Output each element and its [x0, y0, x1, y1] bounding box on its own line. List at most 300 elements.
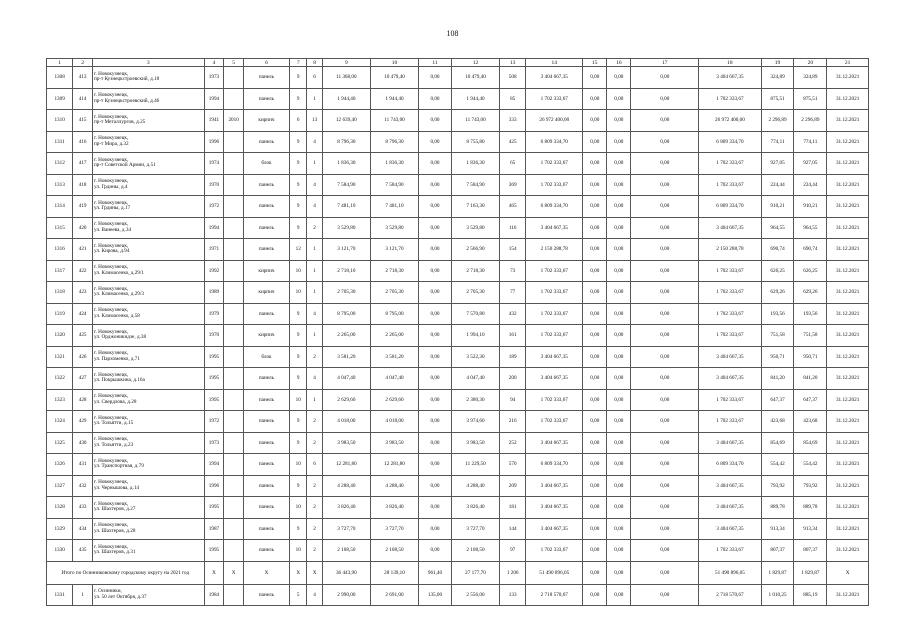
- table-cell: 1974: [204, 153, 224, 175]
- table-cell: 0,00: [583, 153, 607, 175]
- table-cell: 0,00: [583, 196, 607, 218]
- table-cell: 1321: [47, 346, 73, 368]
- table-cell: 1: [307, 153, 322, 175]
- table-cell: 4 288,40: [451, 475, 499, 497]
- table-cell: 885,19: [794, 584, 827, 606]
- table-cell: 414: [73, 88, 93, 110]
- table-cell: 31.12.2021: [827, 260, 869, 282]
- table-cell: 6: [307, 454, 322, 476]
- table-cell: 9: [289, 475, 307, 497]
- table-cell: 2 108,50: [370, 540, 418, 562]
- table-cell: 1995: [204, 368, 224, 390]
- table-cell: 3 121,70: [370, 239, 418, 261]
- table-cell: 0,00: [607, 303, 631, 325]
- table-cell: 626,25: [761, 260, 794, 282]
- table-cell: 0,00: [631, 110, 699, 132]
- table-cell: 2 265,00: [370, 325, 418, 347]
- table-cell: 2 629,60: [322, 389, 370, 411]
- table-cell: 1 944,40: [370, 88, 418, 110]
- total-cell: X: [204, 561, 224, 584]
- table-cell: 4: [307, 303, 322, 325]
- table-cell: 2 556,00: [451, 584, 499, 606]
- table-cell: 2 265,00: [322, 325, 370, 347]
- table-cell: 181: [500, 497, 526, 519]
- table-cell: 4 047,40: [322, 368, 370, 390]
- table-cell: 0,00: [607, 131, 631, 153]
- table-row: [47, 325, 869, 347]
- table-cell: 31.12.2021: [827, 368, 869, 390]
- table-cell: 418: [73, 174, 93, 196]
- table-row: [47, 411, 869, 433]
- table-cell: 1: [307, 260, 322, 282]
- table-cell: 0,00: [583, 432, 607, 454]
- address-cell: г. Новокузнецк, ул. Орджоникидзе, д.38: [92, 325, 204, 347]
- total-label: Итого по Осинниковскому городскому округу на 2021 год: [47, 561, 205, 584]
- table-cell: 2 691,00: [370, 584, 418, 606]
- table-cell: 10: [289, 454, 307, 476]
- table-cell: 0,00: [583, 518, 607, 540]
- table-cell: [224, 303, 244, 325]
- table-cell: 0,00: [583, 475, 607, 497]
- table-cell: [224, 432, 244, 454]
- table-cell: [224, 239, 244, 261]
- table-cell: 0,00: [631, 239, 699, 261]
- total-cell: 0,00: [583, 561, 607, 584]
- address-cell: г. Новокузнецк, ул. Климасенко, д.29/3: [92, 282, 204, 304]
- table-cell: 1 836,30: [451, 153, 499, 175]
- table-row: [47, 174, 869, 196]
- table-cell: 2 718,10: [322, 260, 370, 282]
- total-cell: X: [289, 561, 307, 584]
- table-cell: 4: [307, 584, 322, 606]
- column-number-cell: 17: [631, 59, 699, 67]
- table-row: [47, 196, 869, 218]
- table-cell: 11 743,00: [451, 110, 499, 132]
- table-cell: панель: [243, 389, 289, 411]
- table-cell: 11 743,00: [370, 110, 418, 132]
- table-cell: 4: [307, 131, 322, 153]
- table-row: [47, 282, 869, 304]
- table-cell: 9: [289, 432, 307, 454]
- column-number-cell: 3: [92, 59, 204, 67]
- table-cell: 252: [500, 432, 526, 454]
- table-cell: 6 809 334,70: [699, 131, 761, 153]
- column-number-cell: 10: [370, 59, 418, 67]
- table-cell: 7 584,90: [322, 174, 370, 196]
- table-cell: 3 529,80: [451, 217, 499, 239]
- table-cell: 324,89: [761, 67, 794, 89]
- table-cell: 26 972 400,00: [699, 110, 761, 132]
- table-cell: 427: [73, 368, 93, 390]
- table-cell: 1 836,30: [322, 153, 370, 175]
- table-cell: 13: [307, 110, 322, 132]
- table-cell: 1995: [204, 389, 224, 411]
- table-cell: 2 296,89: [794, 110, 827, 132]
- table-cell: 135,00: [419, 584, 452, 606]
- table-cell: 0,00: [419, 282, 452, 304]
- table-cell: 85: [500, 88, 526, 110]
- table-cell: 0,00: [631, 303, 699, 325]
- table-cell: 854,69: [761, 432, 794, 454]
- table-cell: 0,00: [631, 475, 699, 497]
- table-cell: 0,00: [583, 88, 607, 110]
- table-cell: 10 479,40: [370, 67, 418, 89]
- table-cell: 1320: [47, 325, 73, 347]
- column-number-cell: 20: [794, 59, 827, 67]
- table-cell: 1972: [204, 411, 224, 433]
- table-cell: 4 047,40: [370, 368, 418, 390]
- table-cell: 2 150 288,78: [526, 239, 583, 261]
- table-cell: 508: [500, 67, 526, 89]
- table-cell: [224, 389, 244, 411]
- table-cell: 807,37: [794, 540, 827, 562]
- table-cell: 9: [289, 196, 307, 218]
- table-cell: 1330: [47, 540, 73, 562]
- table-cell: 3 404 667,35: [699, 346, 761, 368]
- table-cell: 9: [289, 174, 307, 196]
- table-cell: [224, 260, 244, 282]
- table-cell: 629,26: [761, 282, 794, 304]
- table-cell: 0,00: [607, 540, 631, 562]
- table-row: [47, 475, 869, 497]
- table-cell: 31.12.2021: [827, 346, 869, 368]
- table-cell: панель: [243, 518, 289, 540]
- table-cell: 7 584,90: [451, 174, 499, 196]
- table-cell: 9: [289, 131, 307, 153]
- table-cell: 7 481,10: [370, 196, 418, 218]
- table-cell: 1: [307, 389, 322, 411]
- table-cell: панель: [243, 584, 289, 606]
- table-cell: 4: [307, 174, 322, 196]
- table-cell: панель: [243, 174, 289, 196]
- table-row: [47, 260, 869, 282]
- table-cell: 0,00: [607, 260, 631, 282]
- table-cell: 0,00: [419, 475, 452, 497]
- table-cell: 1315: [47, 217, 73, 239]
- table-cell: 0,00: [419, 411, 452, 433]
- table-cell: 889,78: [761, 497, 794, 519]
- table-cell: 4 288,40: [322, 475, 370, 497]
- total-cell: 1 206: [500, 561, 526, 584]
- table-cell: кирпич: [243, 282, 289, 304]
- table-cell: 1325: [47, 432, 73, 454]
- table-cell: 0,00: [607, 454, 631, 476]
- table-row: [47, 110, 869, 132]
- table-cell: [224, 174, 244, 196]
- table-cell: 434: [73, 518, 93, 540]
- table-cell: 3 404 667,35: [699, 497, 761, 519]
- table-cell: 424: [73, 303, 93, 325]
- table-cell: 4 288,40: [370, 475, 418, 497]
- table-cell: 0,00: [607, 346, 631, 368]
- table-cell: 1995: [204, 540, 224, 562]
- table-cell: 2 566,90: [451, 239, 499, 261]
- table-cell: 913,34: [761, 518, 794, 540]
- table-cell: 10: [289, 540, 307, 562]
- table-cell: 910,21: [761, 196, 794, 218]
- table-cell: 415: [73, 110, 93, 132]
- table-cell: 3 404 667,35: [526, 475, 583, 497]
- address-cell: г. Новокузнецк, ул. Пархоменко, д.71: [92, 346, 204, 368]
- table-cell: 11 229,50: [451, 454, 499, 476]
- table-cell: 9: [289, 368, 307, 390]
- column-number-cell: 5: [224, 59, 244, 67]
- address-cell: г. Новокузнецк, ул. Климасенко, д.58: [92, 303, 204, 325]
- table-row: [47, 518, 869, 540]
- address-cell: г. Новокузнецк, ул. Шахтеров, д.28: [92, 518, 204, 540]
- table-cell: 1 702 333,67: [526, 325, 583, 347]
- table-cell: 2: [307, 475, 322, 497]
- table-cell: 1994: [204, 217, 224, 239]
- table-cell: 419: [73, 196, 93, 218]
- table-cell: 1995: [204, 497, 224, 519]
- table-cell: 1 944,40: [322, 88, 370, 110]
- table-cell: 690,74: [761, 239, 794, 261]
- column-number-cell: 2: [73, 59, 93, 67]
- table-cell: 1329: [47, 518, 73, 540]
- table-cell: 9: [289, 217, 307, 239]
- address-cell: г. Новокузнецк, ул. Кирова, д.94: [92, 239, 204, 261]
- table-cell: 12 281,80: [370, 454, 418, 476]
- table-cell: 216: [500, 411, 526, 433]
- table-cell: 432: [73, 475, 93, 497]
- table-cell: 0,00: [607, 368, 631, 390]
- total-cell: X: [307, 561, 322, 584]
- table-cell: 793,92: [794, 475, 827, 497]
- table-cell: 333: [500, 110, 526, 132]
- table-cell: 8 795,00: [322, 303, 370, 325]
- table-cell: 9: [289, 153, 307, 175]
- table-cell: 413: [73, 67, 93, 89]
- table-cell: 1328: [47, 497, 73, 519]
- table-cell: 0,00: [631, 196, 699, 218]
- table-cell: 950,71: [794, 346, 827, 368]
- table-cell: 8 796,30: [370, 131, 418, 153]
- table-cell: 430: [73, 432, 93, 454]
- table-cell: 6: [289, 110, 307, 132]
- table-cell: 12: [289, 239, 307, 261]
- table-cell: 647,37: [794, 389, 827, 411]
- table-cell: 0,00: [419, 540, 452, 562]
- address-cell: г. Новокузнецк, пр-т Мира, д.32: [92, 131, 204, 153]
- table-cell: 3 121,70: [322, 239, 370, 261]
- table-cell: 1 944,40: [451, 88, 499, 110]
- column-number-cell: 7: [289, 59, 307, 67]
- table-cell: 1314: [47, 196, 73, 218]
- table-cell: 774,11: [794, 131, 827, 153]
- table-cell: 0,00: [419, 67, 452, 89]
- table-cell: 1310: [47, 110, 73, 132]
- table-cell: 0,00: [419, 389, 452, 411]
- table-cell: 807,37: [761, 540, 794, 562]
- table-cell: 0,00: [631, 153, 699, 175]
- table-cell: 432: [500, 303, 526, 325]
- total-cell: 0,00: [631, 561, 699, 584]
- table-cell: 417: [73, 153, 93, 175]
- total-cell: 961,40: [419, 561, 452, 584]
- table-cell: 1: [307, 282, 322, 304]
- table-cell: 423: [73, 282, 93, 304]
- table-cell: 1 702 333,67: [526, 303, 583, 325]
- table-cell: 9: [289, 325, 307, 347]
- table-cell: 0,00: [419, 497, 452, 519]
- table-cell: 0,00: [419, 454, 452, 476]
- table-cell: 1992: [204, 260, 224, 282]
- table-cell: 4 047,40: [451, 368, 499, 390]
- table-cell: 0,00: [583, 217, 607, 239]
- table-row: [47, 432, 869, 454]
- column-number-cell: 13: [500, 59, 526, 67]
- table-cell: 2 718,30: [451, 260, 499, 282]
- table-cell: 3 404 667,35: [526, 217, 583, 239]
- table-cell: 423,68: [761, 411, 794, 433]
- table-cell: 1 702 333,67: [699, 325, 761, 347]
- table-cell: 2 108,50: [451, 540, 499, 562]
- table-cell: 875,51: [794, 88, 827, 110]
- table-cell: 2 108,50: [322, 540, 370, 562]
- address-cell: г. Новокузнецк, ул. Грдины, д.4: [92, 174, 204, 196]
- table-cell: 1 702 333,67: [526, 389, 583, 411]
- address-cell: г. Новокузнецк, ул. Свердлова, д.28: [92, 389, 204, 411]
- table-cell: 10: [289, 389, 307, 411]
- table-cell: [224, 131, 244, 153]
- table-cell: 0,00: [631, 217, 699, 239]
- table-cell: 0,00: [631, 67, 699, 89]
- table-cell: 116: [500, 217, 526, 239]
- table-cell: 0,00: [607, 389, 631, 411]
- table-cell: 0,00: [419, 196, 452, 218]
- table-cell: 224,44: [761, 174, 794, 196]
- table-cell: 0,00: [631, 432, 699, 454]
- table-cell: 1941: [204, 110, 224, 132]
- table-cell: 6 809 334,70: [526, 454, 583, 476]
- table-cell: 1317: [47, 260, 73, 282]
- table-cell: 428: [73, 389, 93, 411]
- table-cell: 1 702 333,67: [699, 260, 761, 282]
- table-cell: 1995: [204, 346, 224, 368]
- table-cell: 0,00: [419, 518, 452, 540]
- table-cell: 9: [289, 88, 307, 110]
- table-cell: 1987: [204, 518, 224, 540]
- table-cell: 1 702 333,67: [699, 303, 761, 325]
- table-cell: 26 972 400,00: [526, 110, 583, 132]
- table-cell: 10: [289, 282, 307, 304]
- table-cell: [224, 584, 244, 606]
- table-cell: панель: [243, 196, 289, 218]
- table-cell: кирпич: [243, 110, 289, 132]
- table-cell: 889,78: [794, 497, 827, 519]
- column-number-cell: 21: [827, 59, 869, 67]
- table-cell: 1989: [204, 282, 224, 304]
- table-row: [47, 303, 869, 325]
- table-cell: 570: [500, 454, 526, 476]
- table-cell: 2: [307, 518, 322, 540]
- table-cell: 31.12.2021: [827, 153, 869, 175]
- table-cell: 875,51: [761, 88, 794, 110]
- table-cell: 1 010,25: [761, 584, 794, 606]
- table-cell: 0,00: [607, 518, 631, 540]
- table-cell: 2: [307, 497, 322, 519]
- column-number-cell: 11: [419, 59, 452, 67]
- table-cell: 927,05: [794, 153, 827, 175]
- table-cell: 422: [73, 260, 93, 282]
- total-cell: 27 177,70: [451, 561, 499, 584]
- table-cell: 0,00: [419, 153, 452, 175]
- table-cell: 7 584,90: [370, 174, 418, 196]
- table-cell: 2 718 570,67: [526, 584, 583, 606]
- address-cell: г. Новокузнецк, пр-т Советской Армии, д.51: [92, 153, 204, 175]
- table-cell: 1996: [204, 131, 224, 153]
- table-cell: 420: [73, 217, 93, 239]
- table-cell: 1: [307, 88, 322, 110]
- table-cell: 8 755,80: [451, 131, 499, 153]
- table-cell: 65: [500, 153, 526, 175]
- table-cell: 1 702 333,67: [699, 389, 761, 411]
- address-cell: г. Новокузнецк, ул. Климасенко, д.29/1: [92, 260, 204, 282]
- table-cell: 1970: [204, 174, 224, 196]
- table-cell: 1309: [47, 88, 73, 110]
- table-cell: 31.12.2021: [827, 454, 869, 476]
- table-cell: 31.12.2021: [827, 110, 869, 132]
- table-cell: 0,00: [583, 260, 607, 282]
- table-cell: 8 796,30: [322, 131, 370, 153]
- table-cell: кирпич: [243, 325, 289, 347]
- table-cell: 2 705,30: [322, 282, 370, 304]
- table-cell: 12 281,80: [322, 454, 370, 476]
- table-row: [47, 389, 869, 411]
- table-cell: 97: [500, 540, 526, 562]
- table-cell: 421: [73, 239, 93, 261]
- table-cell: 0,00: [631, 540, 699, 562]
- table-cell: 1: [307, 239, 322, 261]
- table-cell: 7 481,10: [322, 196, 370, 218]
- address-cell: г. Новокузнецк, ул. Ванеева, д.34: [92, 217, 204, 239]
- table-cell: 554,42: [794, 454, 827, 476]
- table-cell: 1323: [47, 389, 73, 411]
- table-cell: 1318: [47, 282, 73, 304]
- table-cell: 9: [289, 67, 307, 89]
- table-cell: 31.12.2021: [827, 88, 869, 110]
- table-cell: 3 404 667,35: [699, 368, 761, 390]
- table-cell: 0,00: [583, 454, 607, 476]
- table-cell: [224, 346, 244, 368]
- table-cell: 0,00: [631, 346, 699, 368]
- table-cell: 554,42: [761, 454, 794, 476]
- table-cell: 1 702 333,67: [526, 411, 583, 433]
- table-cell: панель: [243, 303, 289, 325]
- table-cell: 3 404 667,35: [699, 475, 761, 497]
- table-cell: 2 718 570,67: [699, 584, 761, 606]
- table-cell: 774,11: [761, 131, 794, 153]
- total-cell: 28 139,10: [370, 561, 418, 584]
- table-cell: 133: [500, 584, 526, 606]
- total-row: [47, 561, 869, 584]
- table-cell: 3 826,40: [370, 497, 418, 519]
- table-cell: 4: [307, 196, 322, 218]
- table-cell: 31.12.2021: [827, 303, 869, 325]
- table-cell: 9: [289, 303, 307, 325]
- table-cell: 1 702 333,67: [526, 153, 583, 175]
- table-cell: 0,00: [583, 174, 607, 196]
- table-cell: [224, 217, 244, 239]
- table-cell: панель: [243, 217, 289, 239]
- table-cell: 224,44: [794, 174, 827, 196]
- table-cell: 1 994,10: [451, 325, 499, 347]
- table-cell: 1979: [204, 303, 224, 325]
- table-cell: 6 809 334,70: [526, 131, 583, 153]
- table-cell: 3 826,40: [322, 497, 370, 519]
- table-cell: 5: [289, 584, 307, 606]
